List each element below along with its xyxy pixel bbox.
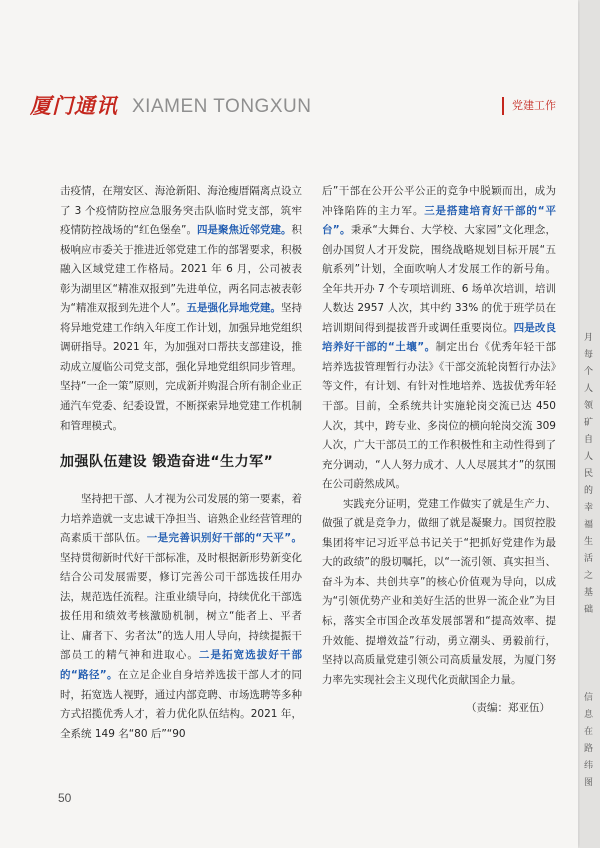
facing-page-text: 信息在路纬图	[584, 693, 594, 788]
highlight-phrase: 五是强化异地党建。	[186, 302, 281, 315]
highlight-phrase: 一是完善识别好干部的“天平”。	[146, 532, 302, 545]
highlight-phrase: 三是搭建培育好干部的“平台”。	[322, 204, 557, 237]
left-column	[60, 182, 302, 744]
section-label: 党建工作	[502, 97, 556, 115]
highlight-phrase: 四是聚焦近邻党建。	[196, 224, 292, 237]
facing-page-text: 月每个人领矿自人民的幸福生活之基础	[584, 333, 594, 615]
page-header	[26, 94, 566, 120]
highlight-phrase: 二是拓宽选拔好干部的“路径”。	[60, 649, 303, 682]
section-heading: 加强队伍建设 锻造奋进“生力军”	[60, 454, 274, 471]
paragraph: 后”干部在公开公平公正的竞争中脱颖而出，成为冲锋陷阵的主力军。三是搭建培育好干部的“平台”。秉承“大舞台、大学校、大家园”文化理念，创办国贸人才开发院，围绕战略规划目标开展“五航系列”计划，全面吹响人才发展工作的新号角。全年共开办 7 个专项培训班、6 场单次培训，培训人数达 2957 人次，其中约 33% 的优于班学员在培训期间得到提拔晋升或调任重要岗位。四是改良培养好干部的“土壤”。制定出台《优秀年轻干部培养选拔管理暂行办法》《干部交流轮岗暂行办法》等文件，有计划、有针对性地培养、选拔优秀年轻干部。目前，全系统共计实施轮岗交流已达 450 人次，其中，跨专业、多岗位的横向轮岗交流 309 人次，广大干部员工的工作积极性和主动性得到了充分调动，“人人努力成才、人人尽展其才”的氛围在公司蔚然成风。	[322, 185, 557, 491]
highlight-phrase: 四是改良培养好干部的“土壤”。	[322, 321, 557, 354]
editor-credit: （责编：郑亚伍）	[466, 702, 550, 715]
right-column	[322, 182, 556, 719]
paragraph: 实践充分证明，党建工作做实了就是生产力、做强了就是竞争力，做细了就是凝聚力。国贸控股集团将牢记习近平总书记关于“把抓好党建作为最大的政绩”的殷切嘱托，以“一流引领、真实担当、奋斗为本、共创共享”的核心价值观为导向，以成为“引领优势产业和美好生活的世界一流企业”为目标，落实全市国企改革发展部署和“提高效率、提升效能、提增效益”行动，勇立潮头、勇毅前行，坚持以高质量党建引领公司高质量发展，为厦门努力率先实现社会主义现代化贡献国企力量。	[322, 497, 556, 686]
magazine-logo: 厦门通讯	[30, 93, 118, 118]
paragraph: 坚持把干部、人才视为公司发展的第一要素，着力培养造就一支忠诚干净担当、谙熟企业经营管理的高素质干部队伍。一是完善识别好干部的“天平”。坚持贯彻新时代好干部标准，及时根据新形势新变化结合公司发展需要，修订完善公司干部选拔任用办法，规范选任流程。注重业绩导向，持续优化干部选拔任用和绩效考核激励机制，树立“能者上、平者让、庸者下、劣者汰”的选人用人导向，持续提振干部员工的精气神和进取心。二是拓宽选拔好干部的“路径”。在立足企业自身培养选拔干部人才的同时，拓宽选人视野，通过内部竞聘、市场选聘等多种方式招揽优秀人才，着力优化队伍结构。2021 年，全系统 149 名“80 后”“90	[60, 493, 303, 740]
page-number: 50	[58, 791, 72, 805]
paragraph: 击疫情，在翔安区、海沧新阳、海沧瘦厝隔离点设立了 3 个疫情防控应急服务突击队临时党支部，筑牢疫情防控战场的“红色堡垒”。四是聚焦近邻党建。积极响应市委关于推进近邻党建工作的部署要求，积极融入区域党建工作格局。2021 年 6 月，公司被表彰为湖里区“精准双报到”先进单位，两名同志被表彰为“精准双报到先进个人”。五是强化异地党建。坚持将异地党建工作纳入年度工作计划，加强异地党组织调研指导。2021 年，为加强对口帮扶支部建设，推动成立厦临公司党支部，强化异地党组织同步管理。坚持“一企一策”原则，完成新并购混合所有制企业正通汽车党委、纪委设置，不断探索异地党建工作机制和管理模式。	[60, 185, 303, 432]
magazine-romanized-title: XIAMEN TONGXUN	[132, 96, 312, 117]
